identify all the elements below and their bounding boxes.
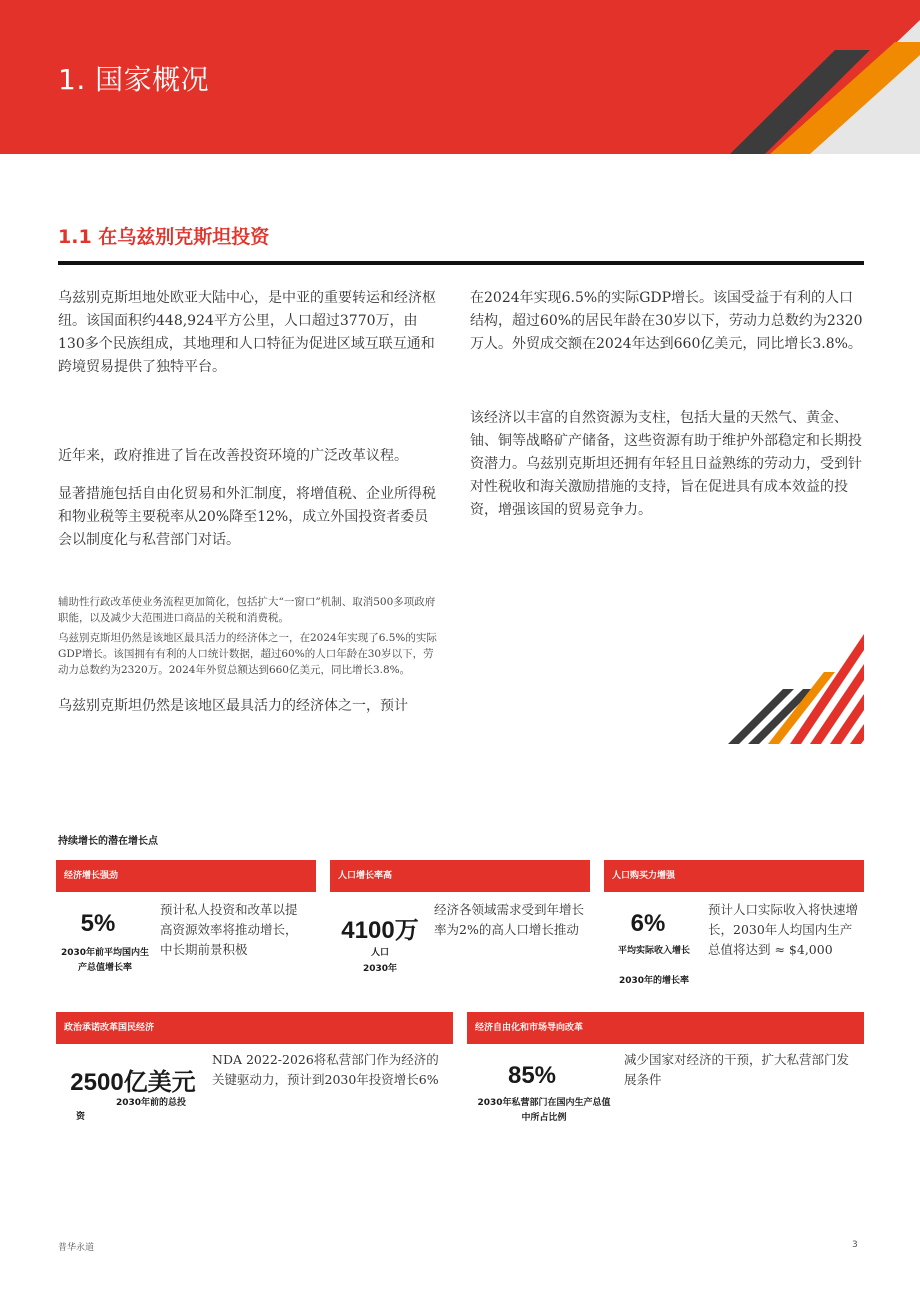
footer-brand: 普华永道 <box>58 1243 95 1253</box>
header-banner <box>0 0 920 154</box>
left-paragraph-4: 乌兹别克斯坦仍然是该地区最具活力的经济体之一，预计 <box>58 698 408 714</box>
card-desc-private-share: 减少国家对经济的干预，扩大私营部门发展条件 <box>624 1052 850 1087</box>
card-header-population: 人口增长率高 <box>330 860 590 892</box>
right-paragraph-1: 在2024年实现6.5%的实际GDP增长。该国受益于有利的人口结构，超过60%的居民年龄在30岁以下，劳动力总数约为2320万人。外贸成交额在2024年达到660亿美元，同比增长3.8%。 <box>470 290 863 352</box>
chapter-title: 1. 国家概况 <box>58 63 210 96</box>
left-note-2: 乌兹别克斯坦仍然是该地区最具活力的经济体之一，在2024年实现了6.5%的实际GDP增长。该国拥有有利的人口统计数据，超过60%的人口年龄在30岁以下，劳动力总数约为2320万。2024年外贸总额达到660亿美元，同比增长3.8%。 <box>58 632 437 676</box>
right-paragraph-2: 该经济以丰富的自然资源为支柱，包括大量的天然气、黄金、铀、铜等战略矿产储备，这些资源有助于维护外部稳定和长期投资潜力。乌兹别克斯坦还拥有年轻且日益熟练的劳动力，受到针对性税收和海关激励措施的支持，旨在促进具有成本效益的投资，增强该国的贸易竞争力。 <box>470 410 862 518</box>
card-label-income: 平均实际收入增长 <box>617 946 690 956</box>
card-label-growth: 2030年前平均国内生产总值增长率 <box>60 948 150 973</box>
left-note-1: 辅助性行政改革使业务流程更加简化，包括扩大“一窗口”机制、取消500多项政府职能，以及减少大范围进口商品的关税和消费税。 <box>58 596 436 624</box>
metrics-title: 持续增长的潜在增长点 <box>58 836 158 847</box>
card-label-private-share: 2030年私营部门在国内生产总值中所占比例 <box>477 1098 611 1123</box>
card-value-private-share: 85% <box>507 1062 557 1089</box>
card-desc-growth: 预计私人投资和改革以提高资源效率将推动增长，中长期前景积极 <box>160 902 298 957</box>
section-title: 1.1 在乌兹别克斯坦投资 <box>58 226 270 248</box>
card-header-growth: 经济增长强劲 <box>56 860 316 892</box>
left-paragraph-3: 显著措施包括自由化贸易和外汇制度，将增值税、企业所得税和物业税等主要税率从20%降至12%，成立外国投资者委员会以制度化与私营部门对话。 <box>58 486 436 548</box>
left-paragraph-1: 乌兹别克斯坦地处欧亚大陆中心，是中亚的重要转运和经济枢纽。该国面积约448,924平方公里，人口超过3770万，由130多个民族组成，其地理和人口特征为促进区域互联互通和跨境贸易提供了独特平台。 <box>58 290 436 375</box>
card-desc-investment: NDA 2022-2026将私营部门作为经济的关键驱动力，预计到2030年投资增长6% <box>212 1052 439 1087</box>
card-value-growth: 5% <box>80 910 116 937</box>
card-sublabel-population: 2030年 <box>362 964 398 974</box>
section-divider <box>58 261 864 265</box>
card-header-reform: 政治承诺改革国民经济 <box>56 1012 453 1044</box>
card-header-liberalization: 经济自由化和市场导向改革 <box>467 1012 864 1044</box>
page-number: 3 <box>852 1240 858 1250</box>
card-label-population: 人口 <box>370 948 389 958</box>
card-value-population: 4100万 <box>341 917 419 944</box>
stripes-decoration <box>728 634 864 744</box>
banner-decoration <box>680 0 920 154</box>
left-paragraph-2: 近年来，政府推进了旨在改善投资环境的广泛改革议程。 <box>58 448 408 464</box>
card-desc-population: 经济各领域需求受到年增长率为2%的高人口增长推动 <box>434 902 585 937</box>
card-sublabel-investment: 资 <box>76 1112 86 1122</box>
card-value-investment: 2500亿美元 <box>70 1069 196 1096</box>
card-header-income: 人口购买力增强 <box>604 860 864 892</box>
card-desc-income: 预计人口实际收入将快速增长，2030年人均国内生产总值将达到 ≈ $4,000 <box>708 902 859 957</box>
card-label-investment: 2030年前的总投 <box>116 1098 187 1108</box>
card-value-income: 6% <box>630 910 666 937</box>
card-sublabel-income: 2030年的增长率 <box>618 976 690 986</box>
